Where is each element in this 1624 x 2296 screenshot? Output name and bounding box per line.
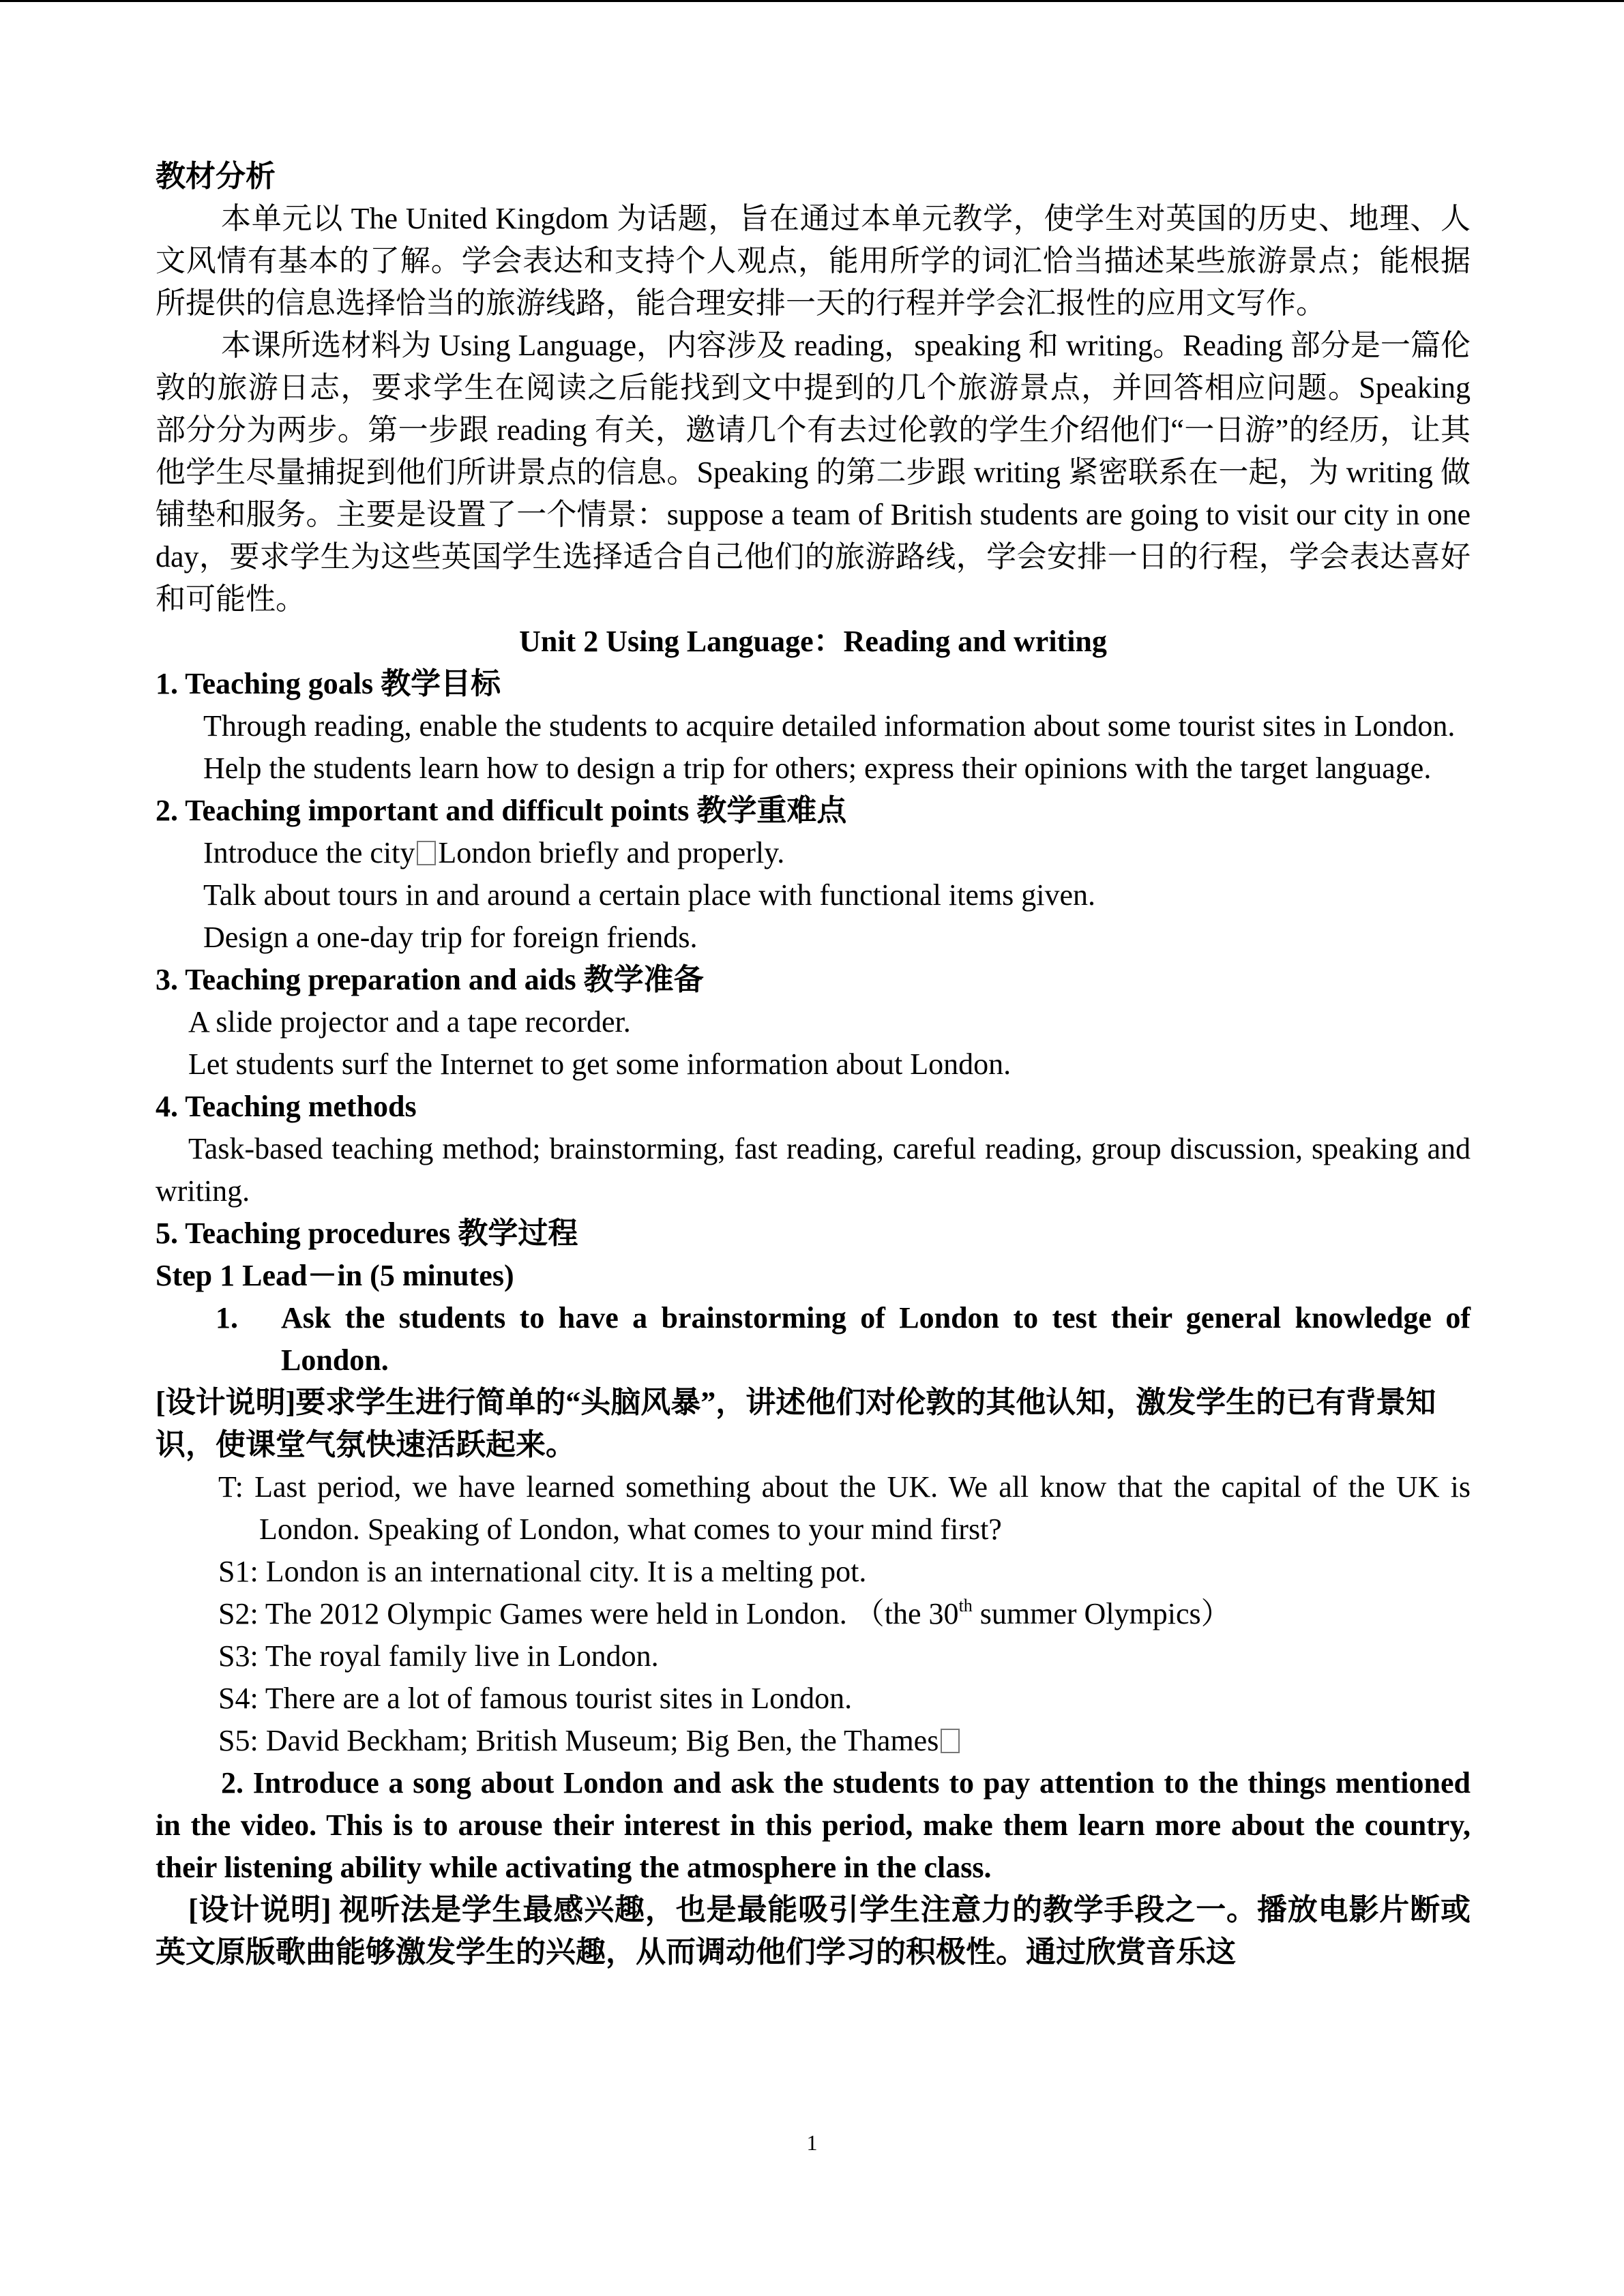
- goals-heading: 1. Teaching goals 教学目标: [156, 667, 501, 700]
- prep-item-1: A slide projector and a tape recorder.: [188, 1005, 631, 1039]
- step1-heading: Step 1 Lead－in (5 minutes): [156, 1259, 514, 1292]
- section-title: 教材分析: [156, 160, 276, 193]
- task-1-number: 1.: [216, 1301, 238, 1335]
- dialogue-teacher: T: Last period, we have learned something about the UK. We all know that the capital of the UK is London. Speaking of London, what comes to your mind first?: [218, 1470, 1471, 1546]
- methods-heading: 4. Teaching methods: [156, 1090, 417, 1123]
- dialogue-s2: [156, 1593, 1471, 1635]
- prep-heading: 3. Teaching preparation and aids 教学准备: [156, 963, 704, 996]
- page-top-border: [0, 0, 1624, 2]
- design-note-2: [设计说明] 视听法是学生最感兴趣，也是最能吸引学生注意力的教学手段之一。播放电影片断或英文原版歌曲能够激发学生的兴趣，从而调动他们学习的积极性。通过欣赏音乐这: [156, 1893, 1471, 1969]
- point-item-3: Design a one-day trip for foreign friends.: [203, 921, 698, 954]
- unit-title: Unit 2 Using Language：Reading and writing: [519, 625, 1107, 658]
- goal-item-1: Through reading, enable the students to acquire detailed information about some tourist sites in London.: [203, 709, 1456, 743]
- task-1: [156, 1297, 1471, 1382]
- intro-paragraph-1: 本单元以 The United Kingdom 为话题，旨在通过本单元教学，使学生对英国的历史、地理、人文风情有基本的了解。学会表达和支持个人观点，能用所学的词汇恰当描述某些旅游景点；能根据所提供的信息选择恰当的旅游线路，能合理安排一天的行程并学会汇报性的应用文写作。: [156, 202, 1471, 320]
- point-item-1: [156, 832, 1471, 874]
- goal-item-2: Help the students learn how to design a trip for others; express their opinions with the target language.: [203, 751, 1432, 785]
- missing-glyph-box: [417, 841, 436, 865]
- points-heading: 2. Teaching important and difficult points 教学重难点: [156, 794, 847, 827]
- dialogue-s2-superscript: th: [958, 1596, 973, 1615]
- task-2-text: 2. Introduce a song about London and ask the students to pay attention to the things mentioned in the video. This is to arouse their interest in this period, make them learn more about the country, their listening ability while activating the atmosphere in the class.: [156, 1766, 1471, 1884]
- dialogue-s2-text-a: S2: The 2012 Olympic Games were held in London. （the 30: [218, 1597, 959, 1630]
- point-item-1-text-b: London briefly and properly.: [438, 836, 785, 869]
- task-1-text: Ask the students to have a brainstorming of London to test their general knowledge of London.: [281, 1301, 1471, 1377]
- dialogue-s1: S1: London is an international city. It is a melting pot.: [218, 1555, 867, 1588]
- dialogue-s3: S3: The royal family live in London.: [218, 1639, 659, 1673]
- dialogue-s2-text-b: summer Olympics）: [972, 1597, 1231, 1630]
- document-page: [156, 155, 1471, 1973]
- missing-glyph-box: [941, 1729, 960, 1753]
- procedures-heading: 5. Teaching procedures 教学过程: [156, 1217, 578, 1250]
- design-note-1: [设计说明]要求学生进行简单的“头脑风暴”，讲述他们对伦敦的其他认知，激发学生的已有背景知识，使课堂气氛快速活跃起来。: [156, 1386, 1436, 1461]
- dialogue-s5: [156, 1720, 1471, 1762]
- page-number: 1: [806, 2130, 818, 2155]
- dialogue-s4: S4: There are a lot of famous tourist sites in London.: [218, 1682, 853, 1715]
- dialogue-s5-text: S5: David Beckham; British Museum; Big Ben, the Thames: [218, 1724, 939, 1757]
- point-item-1-text-a: Introduce the city: [203, 836, 415, 869]
- prep-item-2: Let students surf the Internet to get some information about London.: [188, 1047, 1012, 1081]
- intro-paragraph-2: 本课所选材料为 Using Language，内容涉及 reading，speaking 和 writing。Reading 部分是一篇伦敦的旅游日志，要求学生在阅读之后能找到文中提到的几个旅游景点，并回答相应问题。Speaking 部分分为两步。第一步跟 reading 有关，邀请几个有去过伦敦的学生介绍他们“一日游”的经历，让其他学生尽量捕捉到他们所讲景点的信息。Speaking 的第二步跟 writing 紧密联系在一起，为 writing 做铺垫和服务。主要是设置了一个情景：suppose a team of British students are going to visit our city in one day，要求学生为这些英国学生选择适合自己他们的旅游路线，学会安排一日的行程，学会表达喜好和可能性。: [156, 329, 1471, 616]
- point-item-2: Talk about tours in and around a certain place with functional items given.: [203, 878, 1095, 912]
- methods-text: Task-based teaching method; brainstorming, fast reading, careful reading, group discussion, speaking and writing.: [156, 1132, 1471, 1208]
